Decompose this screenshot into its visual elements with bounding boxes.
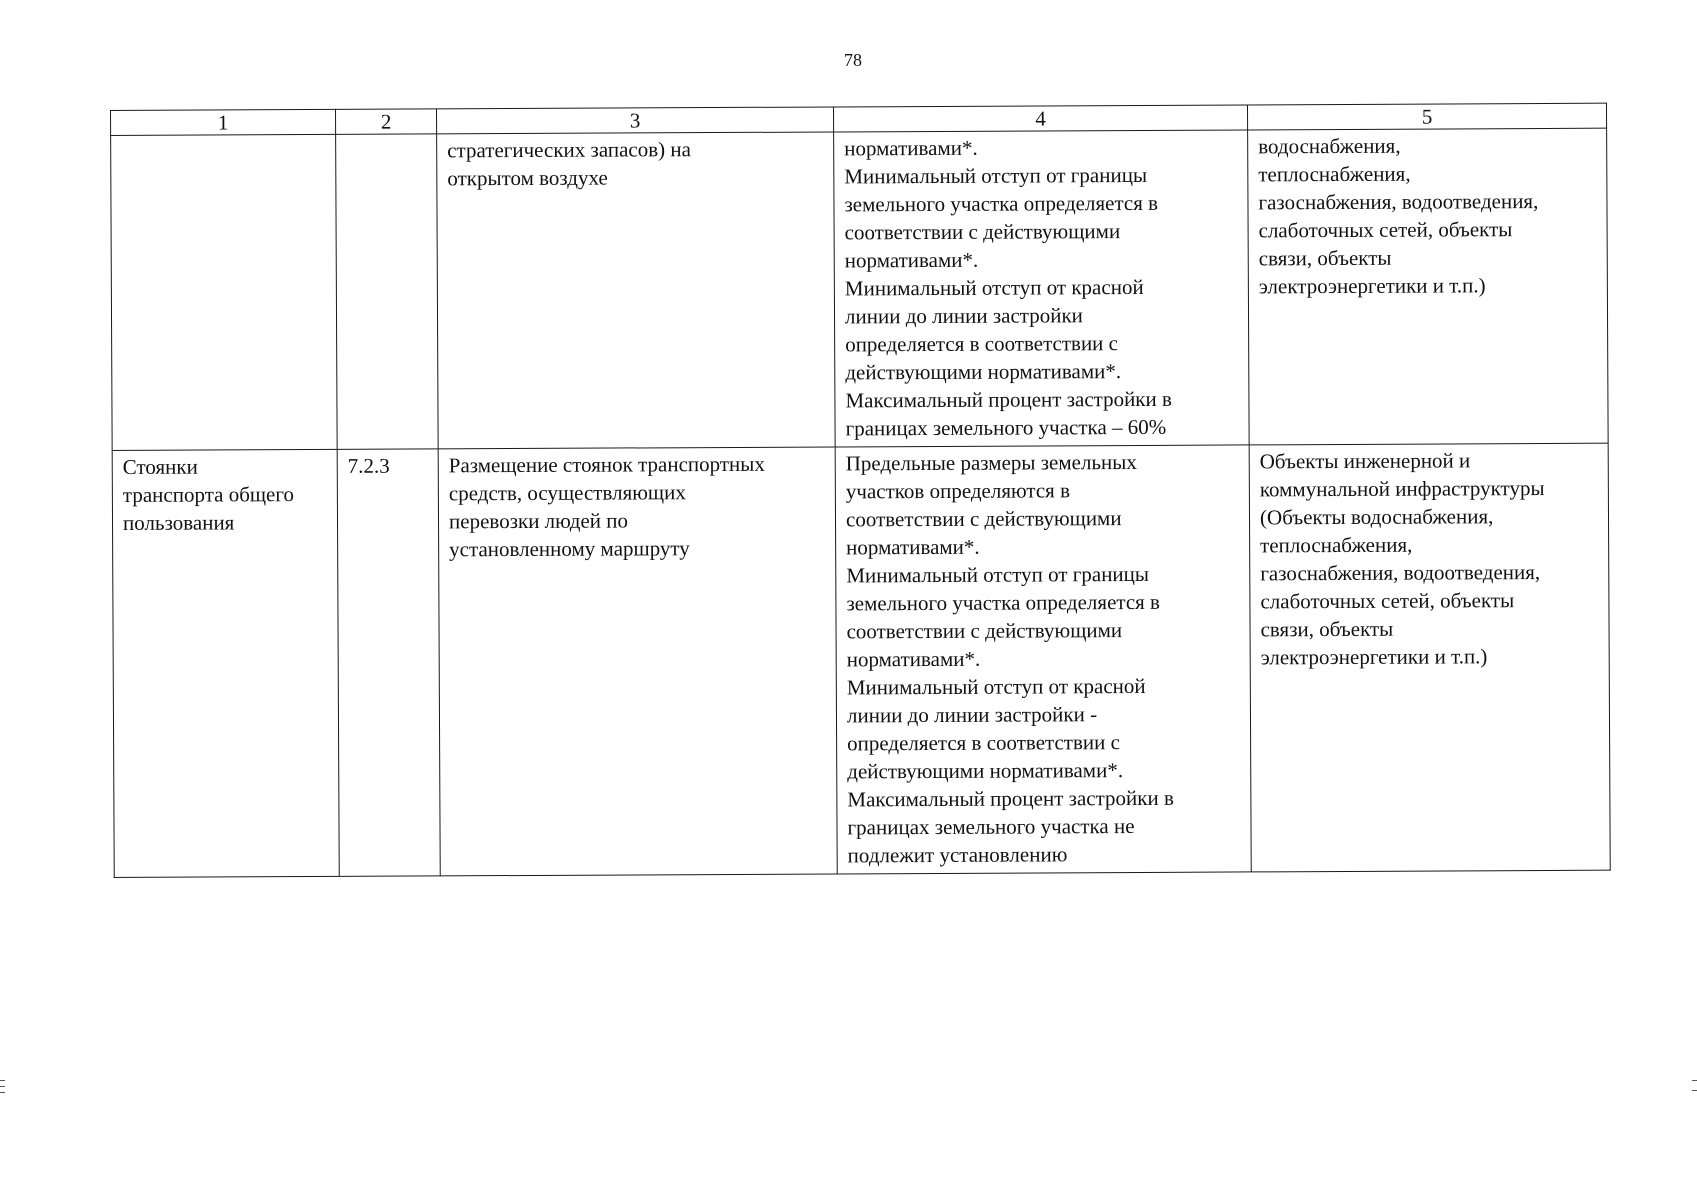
text-line: нормативами*. [846, 534, 980, 560]
text-line: слаботочных сетей, объекты [1260, 588, 1515, 614]
text-line: Объекты инженерной и [1259, 448, 1471, 474]
land-use-name-cell [112, 449, 339, 877]
text-line: коммунальной инфраструктуры [1259, 475, 1545, 502]
text-line: Стоянки [122, 454, 198, 479]
text-line: Минимальный отступ от границы [844, 162, 1148, 189]
parameters-cell [834, 130, 1250, 447]
text-line: линии до линии застройки - [846, 702, 1098, 728]
page-number: 78 [844, 50, 862, 70]
text-line: определяется в соответствии с [845, 331, 1119, 357]
land-use-name-cell [111, 134, 338, 450]
text-line: газоснабжения, водоотведения, [1258, 189, 1539, 215]
text-line: Минимальный отступ от красной [846, 673, 1146, 700]
column-header-2: 2 [335, 109, 436, 134]
text-line: перевозки людей по [448, 508, 629, 534]
text-line: нормативами*. [844, 135, 978, 161]
text-line: границах земельного участка не [847, 814, 1135, 840]
scan-edge-mark [0, 1086, 5, 1087]
scan-edge-mark [0, 1092, 5, 1093]
text-line: Размещение стоянок транспортных [448, 451, 765, 478]
text-line: газоснабжения, водоотведения, [1260, 560, 1541, 586]
text-line: связи, объекты [1260, 616, 1394, 642]
text-line: теплоснабжения, [1258, 161, 1411, 187]
text-line: слаботочных сетей, объекты [1258, 217, 1513, 243]
text-line: соответствии с действующими [846, 618, 1123, 644]
text-line: нормативами*. [844, 247, 979, 273]
text-line: стратегических запасов) на [447, 137, 692, 163]
text-line: действующими нормативами*. [847, 758, 1124, 784]
text-line: нормативами*. [846, 646, 981, 672]
text-line: определяется в соответствии с [847, 730, 1120, 756]
text-line: теплоснабжения, [1260, 532, 1413, 558]
text-line: действующими нормативами*. [845, 359, 1122, 385]
text-line: пользования [122, 510, 235, 535]
land-use-description-cell [437, 132, 836, 449]
auxiliary-uses-cell [1249, 443, 1610, 872]
parameters-cell [835, 445, 1251, 874]
text-line: земельного участка определяется в [844, 190, 1159, 217]
text-line: (Объекты водоснабжения, [1259, 504, 1494, 530]
text-line: Максимальный процент застройки в [847, 785, 1174, 812]
column-header-3: 3 [436, 107, 833, 134]
zoning-regulations-table [110, 103, 1611, 878]
text-line: подлежит установлению [847, 842, 1068, 868]
text-line: установленному маршруту [449, 536, 690, 562]
scan-edge-mark [0, 1080, 5, 1081]
text-line: Минимальный отступ от красной [844, 274, 1144, 301]
text-line: участков определяются в [845, 478, 1071, 504]
text-line: Максимальный процент застройки в [845, 386, 1172, 413]
column-header-5: 5 [1247, 103, 1606, 130]
text-line: земельного участка определяется в [846, 589, 1161, 616]
text-line: Минимальный отступ от границы [846, 561, 1150, 588]
scan-edge-mark [1692, 1090, 1697, 1091]
column-header-4: 4 [833, 105, 1247, 132]
text-line: Предельные размеры земельных [845, 449, 1137, 476]
text-line: линии до линии застройки [844, 303, 1083, 329]
text-line: связи, объекты [1258, 245, 1392, 271]
text-line: соответствии с действующими [845, 506, 1122, 532]
text-line: границах земельного участка – 60% [845, 414, 1167, 441]
scan-edge-mark [1692, 1080, 1697, 1081]
text-line: открытом воздухе [447, 165, 608, 191]
land-use-code-cell [336, 134, 439, 449]
text-line: транспорта общего [122, 482, 294, 507]
text-line: электроэнергетики и т.п.) [1258, 273, 1486, 299]
land-use-code-cell: 7.2.3 [337, 449, 440, 876]
text-line: соответствии с действующими [844, 219, 1121, 245]
text-line: средств, осуществляющих [448, 480, 686, 506]
column-header-1: 1 [111, 109, 336, 135]
text-line: электроэнергетики и т.п.) [1260, 644, 1488, 670]
land-use-description-cell [438, 447, 837, 876]
table-row [111, 128, 1609, 450]
table-row [112, 443, 1610, 877]
auxiliary-uses-cell [1248, 128, 1609, 445]
text-line: водоснабжения, [1258, 133, 1401, 159]
